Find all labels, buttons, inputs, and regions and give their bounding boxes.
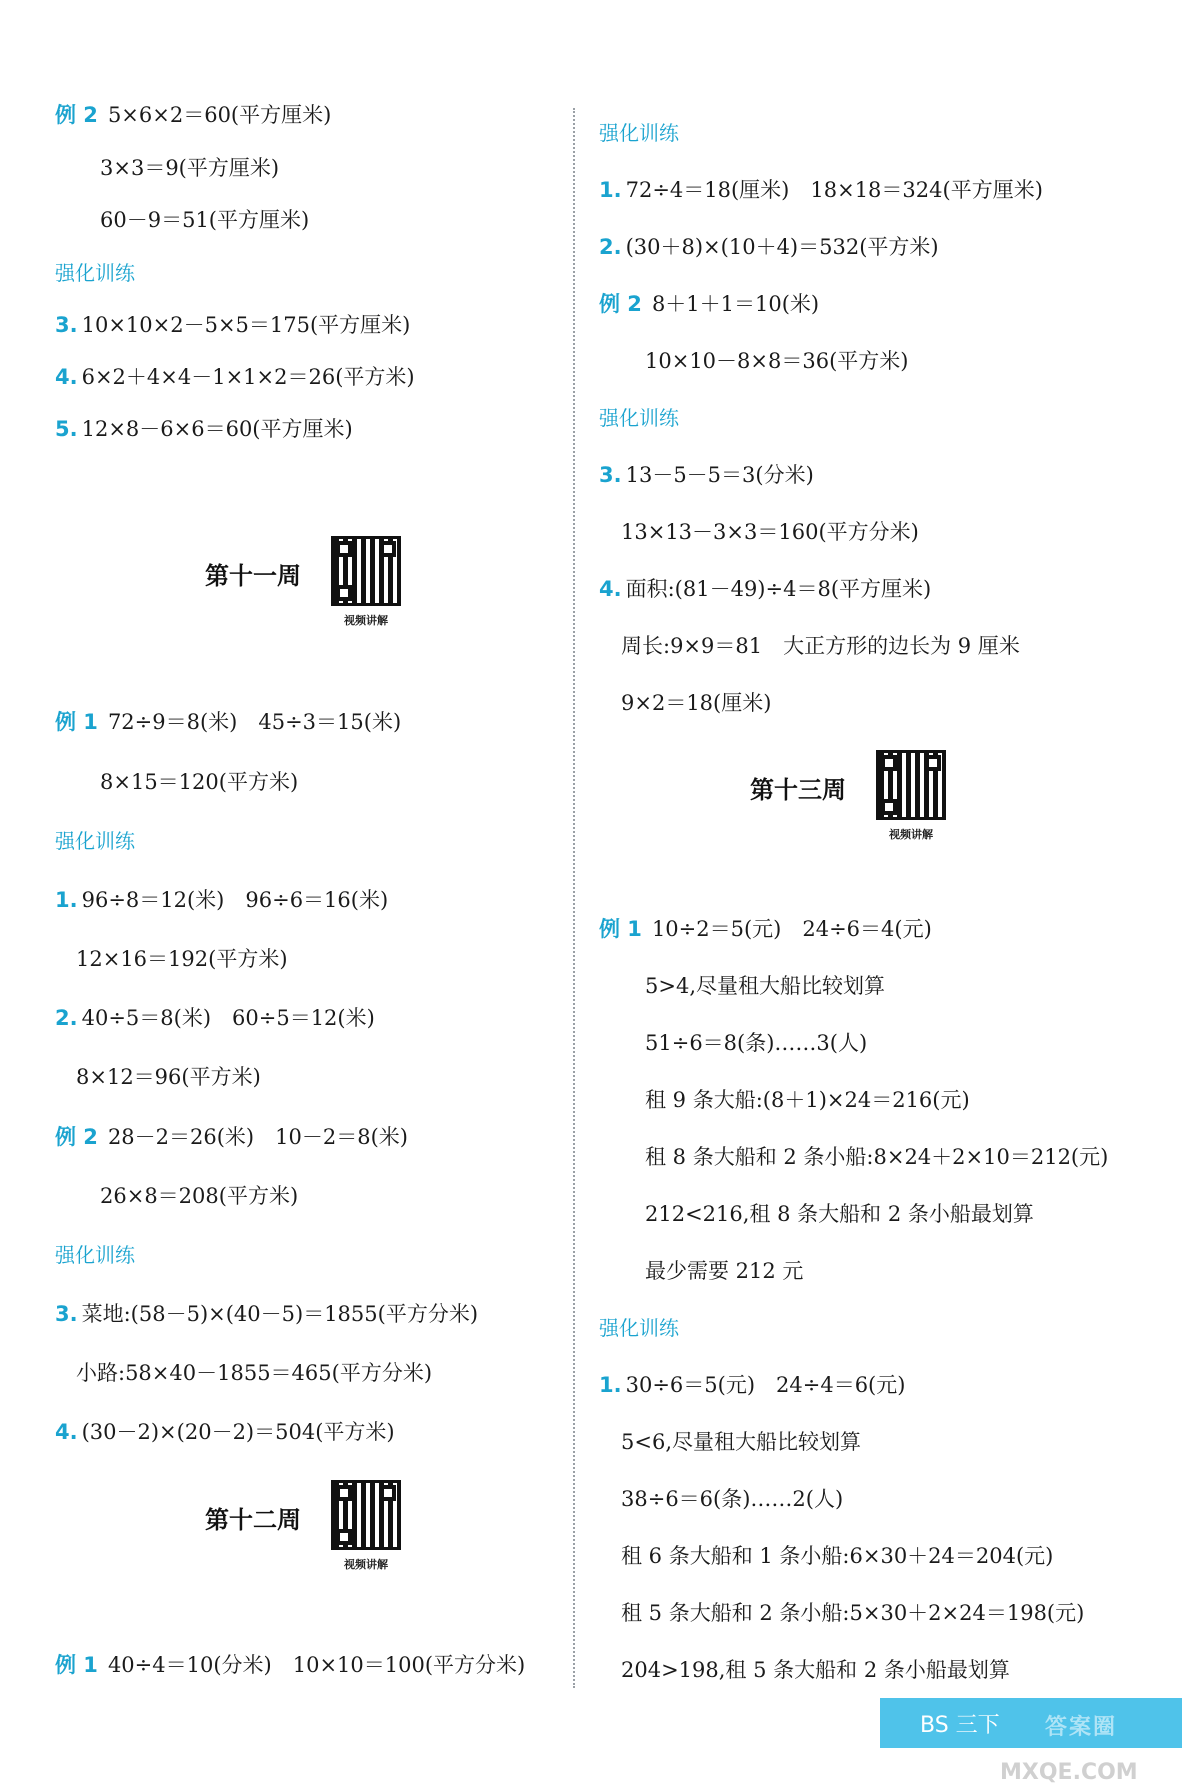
solution-text: 10÷2＝5(元) 24÷6＝4(元) (651, 917, 932, 941)
answer-line: 5<6,尽量租大船比较划算 (621, 1430, 861, 1454)
answer-line: 租 6 条大船和 1 条小船:6×30＋24＝204(元) (621, 1544, 1054, 1568)
answer-text: (30＋8)×(10＋4)＝532(平方米) (625, 235, 939, 259)
example-tag: 例 1 (55, 1653, 98, 1677)
example-1-line-4: 租 9 条大船:(8＋1)×24＝216(元) (645, 1088, 970, 1112)
answer-text: 13－5－5＝3(分米) (625, 463, 814, 487)
question-number: 1. (599, 1373, 622, 1397)
qr-code-icon[interactable] (876, 750, 946, 820)
question-number: 5. (55, 417, 78, 441)
question-number: 2. (55, 1006, 78, 1030)
answer-line (599, 175, 1043, 205)
answer-line (55, 362, 415, 392)
answer-text: 72÷4＝18(厘米) 18×18＝324(平方厘米) (625, 178, 1043, 202)
answer-text: 面积:(81－49)÷4＝8(平方厘米) (625, 577, 932, 601)
solution-text: 28－2＝26(米) 10－2＝8(米) (107, 1125, 408, 1149)
answer-line (599, 1370, 905, 1400)
answer-line: 12×16＝192(平方米) (76, 947, 288, 971)
answer-line (55, 414, 353, 444)
example-1-line-5: 租 8 条大船和 2 条小船:8×24＋2×10＝212(元) (645, 1145, 1109, 1169)
example-2-line-2: 3×3＝9(平方厘米) (100, 156, 280, 180)
answer-line: 周长:9×9＝81 大正方形的边长为 9 厘米 (621, 634, 1020, 658)
answer-line (599, 574, 931, 604)
section-heading: 强化训练 (55, 261, 135, 285)
example-2b-line-1 (55, 1122, 408, 1152)
question-number: 2. (599, 235, 622, 259)
answer-text: 菜地:(58－5)×(40－5)＝1855(平方分米) (81, 1302, 479, 1326)
week-title: 第十三周 (750, 776, 846, 804)
question-number: 1. (55, 888, 78, 912)
example-2-line-1 (599, 289, 819, 319)
example-tag: 例 2 (599, 292, 642, 316)
answer-line: 13×13－3×3＝160(平方分米) (621, 520, 919, 544)
answer-line (55, 1003, 375, 1033)
example-tag: 例 1 (599, 917, 642, 941)
answer-line: 204>198,租 5 条大船和 2 条小船最划算 (621, 1658, 1010, 1682)
example-2-line-3: 60－9＝51(平方厘米) (100, 208, 310, 232)
answer-text: 40÷5＝8(米) 60÷5＝12(米) (81, 1006, 375, 1030)
example-1-line-6: 212<216,租 8 条大船和 2 条小船最划算 (645, 1202, 1034, 1226)
answer-line: 租 5 条大船和 2 条小船:5×30＋2×24＝198(元) (621, 1601, 1085, 1625)
solution-text: 72÷9＝8(米) 45÷3＝15(米) (107, 710, 402, 734)
solution-text: 40÷4＝10(分米) 10×10＝100(平方分米) (107, 1653, 526, 1677)
answer-line: 9×2＝18(厘米) (621, 691, 772, 715)
example-tag: 例 2 (55, 103, 98, 127)
week-header (750, 750, 970, 850)
qr-code-icon[interactable] (331, 1480, 401, 1550)
answer-text: (30－2)×(20－2)＝504(平方米) (81, 1420, 395, 1444)
answer-text: 10×10×2－5×5＝175(平方厘米) (81, 313, 411, 337)
example-2-line-2: 10×10－8×8＝36(平方米) (645, 349, 909, 373)
question-number: 1. (599, 178, 622, 202)
qr-caption: 视频讲解 (889, 828, 933, 841)
week-header (205, 1480, 425, 1580)
example-1-line-2: 5>4,尽量租大船比较划算 (645, 974, 885, 998)
example-tag: 例 2 (55, 1125, 98, 1149)
answer-line (599, 232, 939, 262)
section-heading: 强化训练 (599, 406, 679, 430)
question-number: 4. (55, 1420, 78, 1444)
watermark-url: MXQE.COM (1000, 1760, 1138, 1785)
answer-line (55, 885, 388, 915)
watermark-logo: 答案圈 (1045, 1715, 1118, 1740)
example-tag: 例 1 (55, 710, 98, 734)
answer-text: 12×8－6×6＝60(平方厘米) (81, 417, 353, 441)
week-title: 第十一周 (205, 562, 301, 590)
answer-line: 8×12＝96(平方米) (76, 1065, 261, 1089)
answer-line (55, 1417, 395, 1447)
question-number: 3. (599, 463, 622, 487)
qr-caption: 视频讲解 (344, 1558, 388, 1571)
section-heading: 强化训练 (55, 1243, 135, 1267)
question-number: 3. (55, 1302, 78, 1326)
qr-caption: 视频讲解 (344, 614, 388, 627)
section-heading: 强化训练 (599, 1316, 679, 1340)
week-header (205, 536, 425, 636)
edition-label: BS 三下 (920, 1713, 1000, 1738)
example-1-line-1 (55, 707, 401, 737)
example-1b-line (55, 1650, 525, 1680)
week-title: 第十二周 (205, 1506, 301, 1534)
question-number: 3. (55, 313, 78, 337)
solution-text: 8＋1＋1＝10(米) (651, 292, 820, 316)
section-heading: 强化训练 (599, 121, 679, 145)
example-1-line-2: 8×15＝120(平方米) (100, 770, 299, 794)
question-number: 4. (55, 365, 78, 389)
example-1-line-3: 51÷6＝8(条)……3(人) (645, 1031, 868, 1055)
answer-line: 小路:58×40－1855＝465(平方分米) (76, 1361, 433, 1385)
example-2-line-1 (55, 100, 331, 130)
example-2b-line-2: 26×8＝208(平方米) (100, 1184, 299, 1208)
answer-line (55, 1299, 478, 1329)
footer-band (880, 1698, 1182, 1748)
example-1-line-7: 最少需要 212 元 (645, 1259, 804, 1283)
solution-text: 5×6×2＝60(平方厘米) (107, 103, 332, 127)
answer-line (55, 310, 410, 340)
qr-code-icon[interactable] (331, 536, 401, 606)
answer-text: 96÷8＝12(米) 96÷6＝16(米) (81, 888, 389, 912)
answer-line (599, 460, 814, 490)
example-1-line-1 (599, 914, 932, 944)
answer-text: 6×2＋4×4－1×1×2＝26(平方米) (81, 365, 415, 389)
answer-line: 38÷6＝6(条)……2(人) (621, 1487, 844, 1511)
column-divider (573, 108, 575, 1688)
section-heading: 强化训练 (55, 829, 135, 853)
question-number: 4. (599, 577, 622, 601)
answer-text: 30÷6＝5(元) 24÷4＝6(元) (625, 1373, 906, 1397)
